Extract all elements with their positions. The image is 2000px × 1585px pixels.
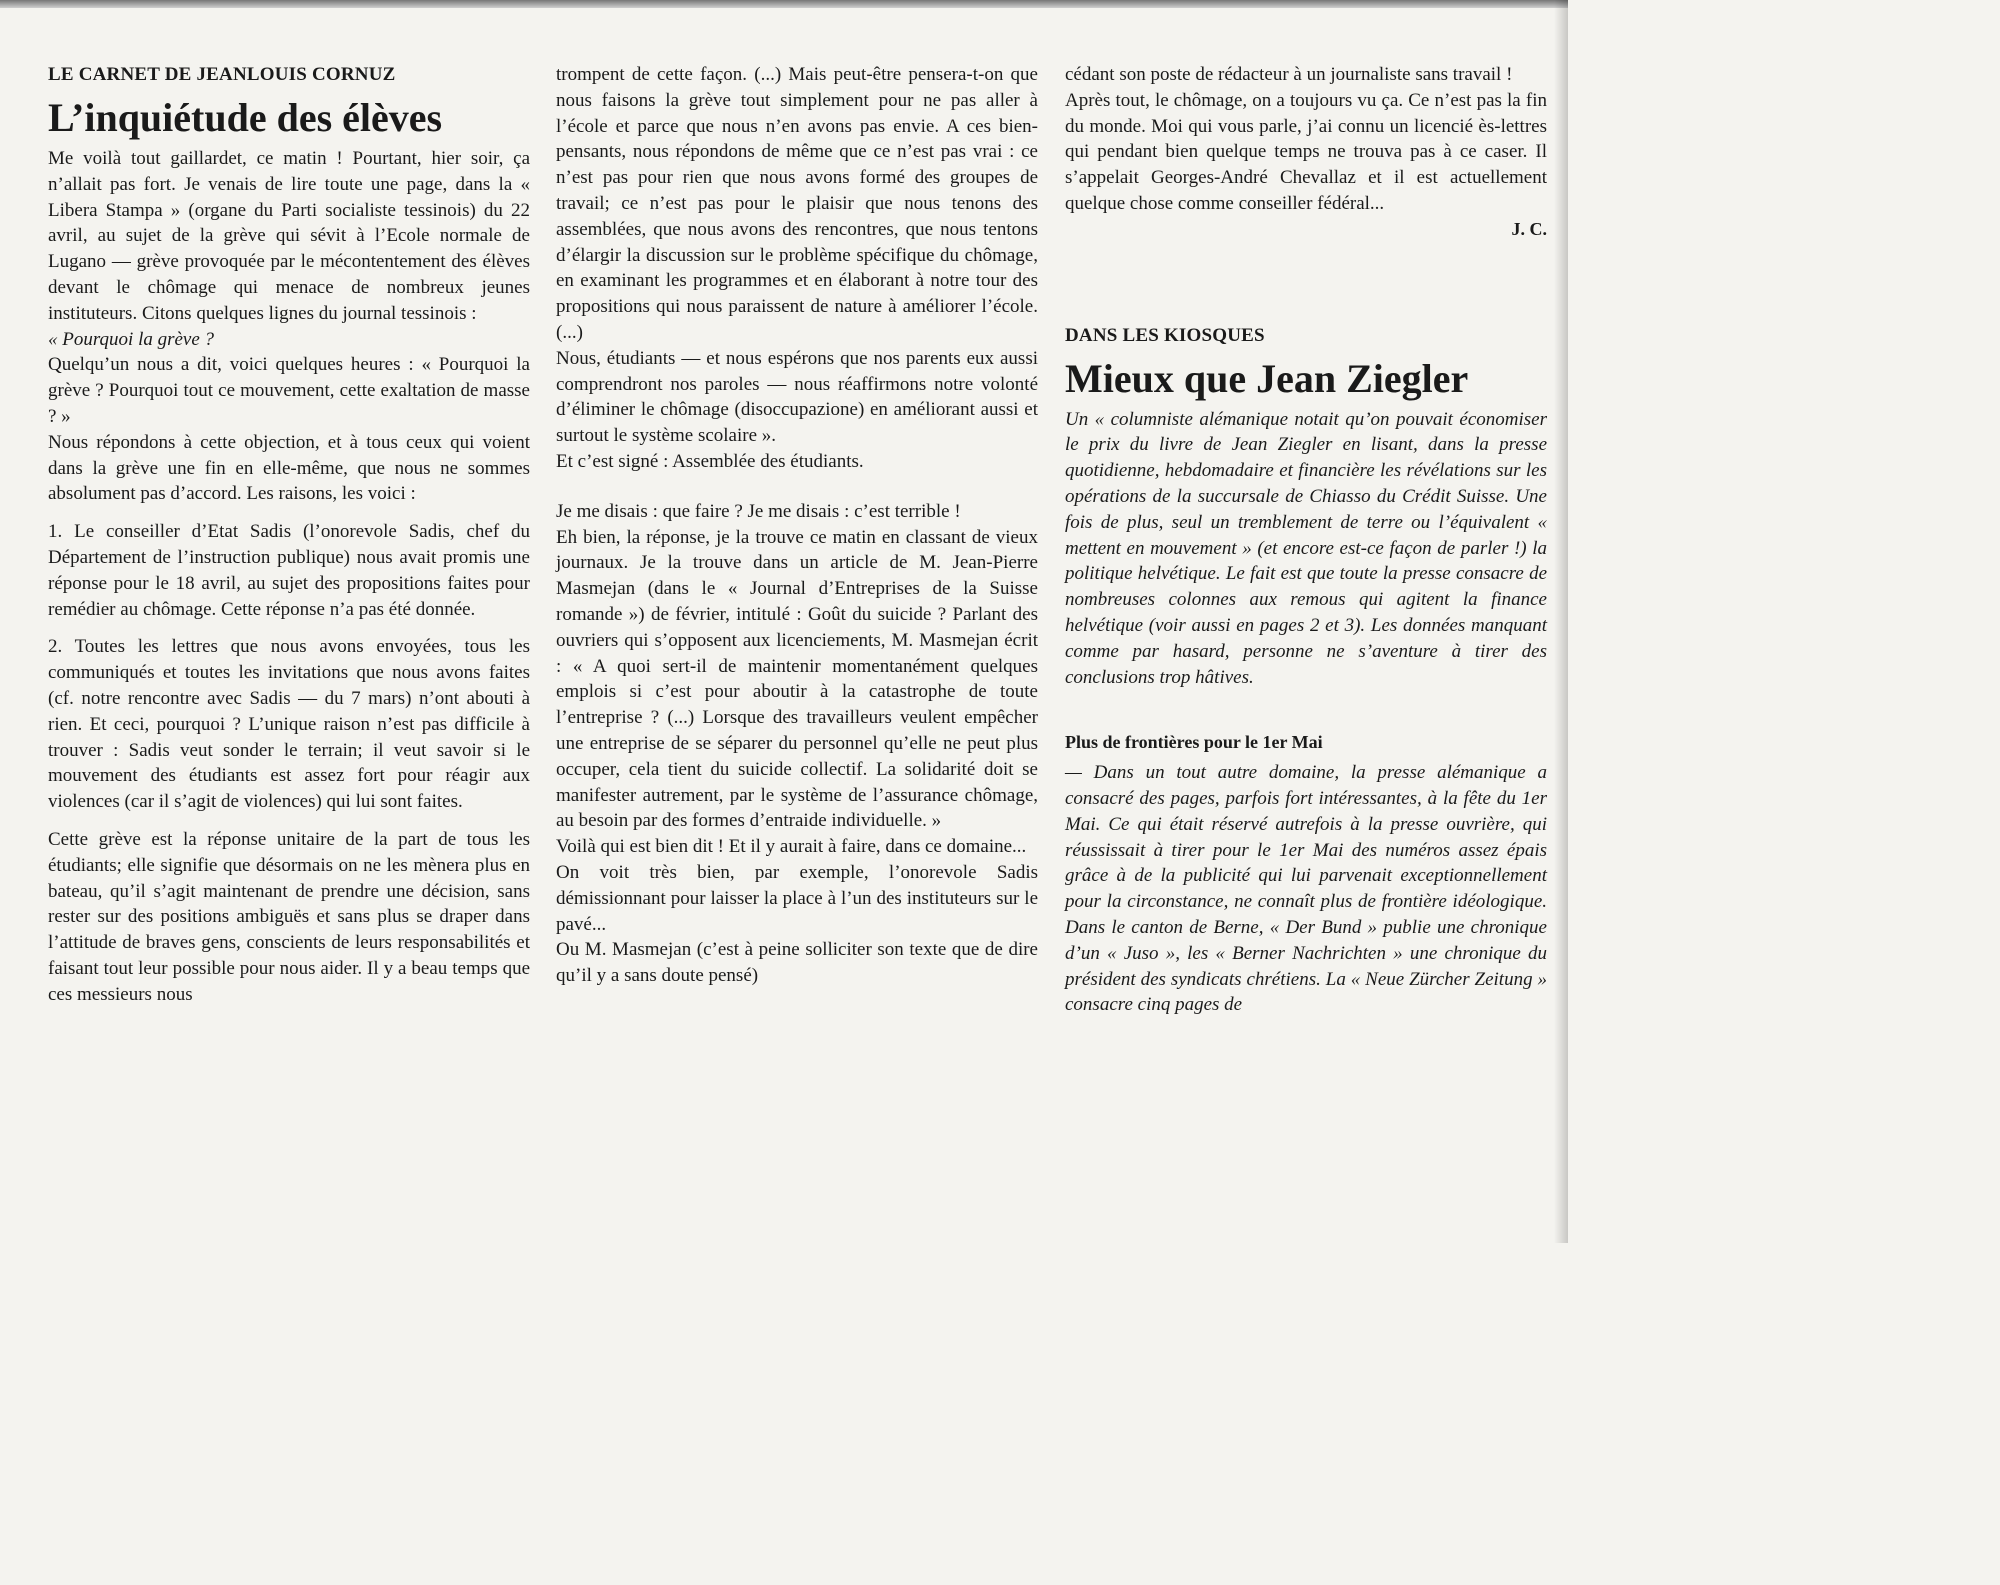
paragraph: cédant son poste de rédacteur à un journaliste sans travail ! [1065, 64, 1513, 85]
column-kicker: LE CARNET DE JEANLOUIS CORNUZ [48, 64, 396, 85]
paragraph: Je me disais : que faire ? Je me disais : c’est terrible ! [556, 500, 961, 522]
paragraph: Et c’est signé : Assemblée des étudiants. [556, 450, 864, 472]
section-kicker: DANS LES KIOSQUES [1065, 324, 1265, 346]
page-edge-shadow [1554, 0, 1568, 1243]
frontier-section [1065, 730, 1547, 1018]
article-headline: L’inquiétude des élèves [48, 95, 443, 140]
kiosk-section [1065, 323, 1547, 691]
subheading: Plus de frontières pour le 1er Mai [1065, 732, 1323, 753]
column-2 [556, 62, 1038, 989]
column-1 [48, 62, 530, 1008]
paragraph: Voilà qui est bien dit ! Et il y aurait à faire, dans ce domaine... [556, 836, 1027, 858]
paragraph: 1. Le conseiller d’Etat Sadis (l’onorevole Sadis, chef du Département de l’instruction publique) nous avait promis une réponse pour le 18 avril, au sujet des propositions faites pour remédier au chômage. Cette réponse n’a pas été donnée. [48, 521, 530, 620]
paragraph: Après tout, le chômage, on a toujours vu ça. Ce n’est pas la fin du monde. Moi qui vous parle, j’ai connu un licencié ès-lettres qui pendant bien quelque temps ne trouva pas à ce caser. Il s’appelait Georges-André Chevallaz et il est actuellement quelque chose comme conseiller fédéral... [1065, 89, 1547, 214]
author-signature: J. C. [1511, 218, 1547, 239]
column-3 [1065, 62, 1547, 1018]
paragraph: trompent de cette façon. (...) Mais peut-être pensera-t-on que nous faisons la grève tout simplement pour ne pas aller à l’école et parce que nous n’en avons pas envie. A ces bien-pensants, nous répondons de même que ce n’est pas vrai : ce n’est pas pour rien que nous avons formé des groupes de travail; ce n’est pas pour le plaisir que nous tenons des assemblées, que nous avons des rencontres, que nous tentons d’élargir la discussion sur le problème spécifique du chômage, en examinant les programmes et en élaborant à notre tour des propositions qui nous paraissent de nature à améliorer l’école. (...) [556, 64, 1038, 343]
paragraph: 2. Toutes les lettres que nous avons envoyées, tous les communiqués et toutes les invitations que nous avons faites (cf. notre rencontre avec Sadis — du 7 mars) n’ont abouti à rien. Et ceci, pourquoi ? L’unique raison n’est pas difficile à trouver : Sadis veut sonder le terrain; il veut savoir si le mouvement des étudiants est assez fort pour réagir aux violences (car il s’agit de violences) qui lui sont faites. [48, 636, 530, 813]
section-headline: Mieux que Jean Ziegler [1065, 355, 1469, 401]
paragraph: On voit très bien, par exemple, l’onorevole Sadis démissionnant pour laisser la place à l’un des instituteurs sur le pavé... [556, 861, 1038, 935]
paragraph: Ou M. Masmejan (c’est à peine solliciter son texte que de dire qu’il y a sans doute pensé) [556, 939, 1038, 987]
paragraph: Quelqu’un nous a dit, voici quelques heures : « Pourquoi la grève ? Pourquoi tout ce mouvement, cette exaltation de masse ? » [48, 354, 530, 427]
paragraph: Nous répondons à cette objection, et à tous ceux qui voient dans la grève une fin en elle-même, que nous ne sommes absolument pas d’accord. Les raisons, les voici : [48, 431, 530, 505]
top-rule [0, 0, 1568, 8]
paragraph: Me voilà tout gaillardet, ce matin ! Pourtant, hier soir, ça n’allait pas fort. Je venais de lire toute une page, dans la « Libera Stampa » (organe du Parti socialiste tessinois) du 22 avril, au sujet de la grève qui sévit à l’Ecole normale de Lugano — grève provoquée par le mécontentement des élèves devant le chômage qui menace de nombreux jeunes instituteurs. Citons quelques lignes du journal tessinois : [48, 148, 530, 324]
paragraph: Eh bien, la réponse, je la trouve ce matin en classant de vieux journaux. Je la trouve dans un article de M. Jean-Pierre Masmejan (dans le « Journal d’Entreprises de la Suisse romande ») de février, intitulé : Goût du suicide ? Parlant des ouvriers qui s’opposent aux licenciements, M. Masmejan écrit : « A quoi sert-il de maintenir momentanément quelques emplois si c’est pour aboutir à la catastrophe de toute l’entreprise ? (...) Lorsque des travailleurs veulent empêcher une entreprise de se séparer du personnel qu’elle ne peut plus occuper, cela tient du suicide collectif. La solidarité doit se manifester autrement, par le système de l’assurance chômage, au besoin par des formes d’entraide individuelle. » [556, 526, 1038, 832]
quote-heading: « Pourquoi la grève ? [48, 328, 215, 350]
paragraph: Un « columniste alémanique notait qu’on pouvait économiser le prix du livre de Jean Ziegler en lisant, dans la presse quotidienne, hebdomadaire et financière les révélations sur les opérations de la succursale de Chiasso du Crédit Suisse. Une fois de plus, seul un tremblement de terre ou l’équivalent « mettent en mouvement » (et encore est-ce façon de parler !) la politique helvétique. Le fait est que toute la presse consacre de nombreuses colonnes aux remous qui agitent la finance helvétique (voir aussi en pages 2 et 3). Les données manquant comme par hasard, personne ne s’aventure à tirer des conclusions trop hâtives. [1065, 408, 1547, 688]
paragraph: Nous, étudiants — et nous espérons que nos parents eux aussi comprendront nos paroles — nous réaffirmons notre volonté d’éliminer le chômage (disoccupazione) en améliorant aussi et surtout le système scolaire ». [556, 347, 1038, 447]
paragraph: Cette grève est la réponse unitaire de la part de tous les étudiants; elle signifie que désormais on ne les mènera plus en bateau, qu’il s’agit maintenant de prendre une décision, sans rester sur des positions ambiguës et sans plus se draper dans l’attitude de braves gens, conscients de leurs responsabilités et faisant tout leur possible pour nous aider. Il y a beau temps que ces messieurs nous [48, 828, 530, 1005]
paragraph: — Dans un tout autre domaine, la presse alémanique a consacré des pages, parfois fort intéressantes, à la fête du 1er Mai. Ce qui était réservé autrefois à la presse ouvrière, qui réussissait à tirer pour le 1er Mai des numéros assez épais grâce à de la publicité qui lui parvenait exceptionnellement pour la circonstance, ne connaît plus de frontière idéologique. Dans le canton de Berne, « Der Bund » publie une chronique d’un « Juso », les « Berner Nachrichten » une chronique du président des syndicats chrétiens. La « Neue Zürcher Zeitung » consacre cinq pages de [1065, 762, 1547, 1016]
